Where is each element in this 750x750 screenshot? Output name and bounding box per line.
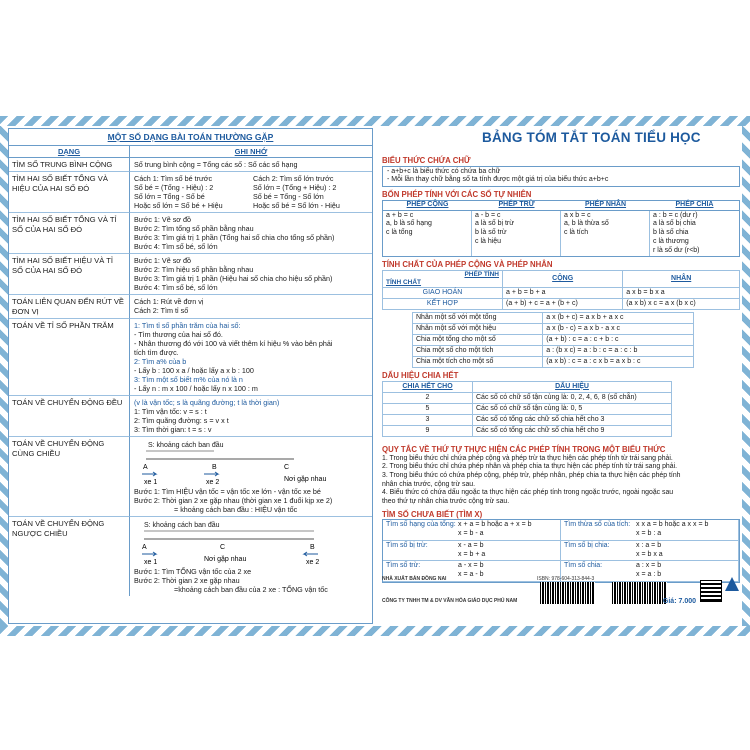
column-header-notes: GHI NHỚ [129, 145, 372, 158]
problem-notes [129, 295, 372, 319]
method-two [253, 174, 368, 210]
problem-type: TÌM SỐ TRUNG BÌNH CỘNG [9, 158, 129, 172]
note-line: a, b là thừa số [564, 220, 609, 228]
column-header: DẤU HIỆU [473, 382, 672, 393]
note-line: 2: Tìm a% của b [134, 357, 187, 367]
note-line: Cách 1: Tìm số bé trước [134, 174, 213, 184]
operation-multiplication [561, 211, 650, 257]
find-x-cell [383, 541, 561, 562]
section-title-find-x: TÌM SỐ CHƯA BIẾT (TÌM X) [382, 509, 483, 519]
formula-line: x = a - b [458, 571, 484, 579]
note-line: Hoặc số bé = Số lớn - Hiệu [253, 201, 340, 211]
point-label: B [310, 544, 315, 552]
note-line: Bước 2: Thời gian 2 xe gặp nhau [134, 576, 240, 586]
point-label: A [142, 544, 147, 552]
problem-type: TOÁN VỀ CHUYỂN ĐỘNG NGƯỢC CHIỀU [12, 519, 105, 538]
note-line: 1: Tìm tỉ số phần trăm của hai số: [134, 321, 241, 331]
table-row [383, 382, 672, 393]
table-cell: Các số có tổng các chữ số chia hết cho 9 [473, 426, 672, 437]
find-x-table [382, 519, 740, 583]
formula-line: x x a = b hoặc a x x = b [636, 521, 709, 529]
price-label: Giá: 7.000 [662, 598, 696, 605]
problem-notes [129, 172, 372, 213]
find-x-label: Tìm số chia: [564, 562, 603, 570]
note-line: - Lấy n : m x 100 / hoặc lấy n x 100 : m [134, 384, 258, 394]
find-x-label: Tìm số hạng của tổng: [386, 521, 456, 529]
note-line: Bước 1: Vẽ sơ đồ [134, 215, 191, 225]
distributive-table [412, 312, 694, 368]
problem-type: TÌM HAI SỐ BIẾT HIỆU VÀ TỈ SỐ CỦA HAI SỐ ĐÓ [9, 254, 129, 295]
note-line: b là số chia [653, 229, 689, 237]
table-row [383, 288, 740, 299]
note-line: 3: Tìm thời gian: t = s : v [134, 425, 212, 435]
operation-header: PHÉP CHIA [650, 201, 739, 211]
table-cell: a x b = b x a [623, 288, 740, 299]
summary-title: BẢNG TÓM TẮT TOÁN TIỂU HỌC [482, 130, 701, 145]
table-cell: 2 [383, 393, 473, 404]
publisher-company: CÔNG TY TNHH TM & DV VĂN HÓA GIÁO DỤC PHÚ NAM [382, 598, 518, 605]
column-header-type: DẠNG [9, 145, 129, 158]
table-row [383, 426, 672, 437]
note-line: a + b = c [386, 211, 414, 219]
find-x-label: Tìm số bị trừ: [386, 541, 428, 549]
note-line: tích tìm được. [134, 348, 179, 358]
note-line: Bước 3: Tìm giá trị 1 phần (Tổng hai số chia cho tổng số phần) [134, 233, 335, 243]
car-label: xe 2 [306, 559, 320, 567]
operations-table [382, 200, 740, 258]
note-line: Bước 2: Tìm hiệu số phần bằng nhau [134, 265, 254, 275]
note-line: Hoặc số lớn = Số bé + Hiệu [134, 201, 223, 211]
note-line: a là số bị chia [653, 220, 696, 228]
note-line: c là thương [653, 237, 689, 245]
note-line: Bước 3: Tìm giá trị 1 phần (Hiệu hai số chia cho hiệu số phần) [134, 274, 333, 284]
publisher-logo-icon [724, 576, 740, 592]
note-line: Số bé = (Tổng - Hiệu) : 2 [134, 183, 214, 193]
barcode-icon [612, 582, 667, 604]
note-line: - Mỗi lần thay chữ bằng số ta tính được một giá trị của biểu thức a+b+c [387, 176, 609, 184]
table-cell: Nhân một số với một hiệu [413, 324, 543, 335]
properties-table [382, 270, 740, 310]
note-line: a : b = c (dư r) [653, 211, 698, 219]
note-line: Bước 2: Thời gian 2 xe gặp nhau (thời gian xe 1 đuổi kịp xe 2) [134, 496, 333, 506]
formula-line: x = b x a [636, 550, 663, 558]
find-x-formula [636, 521, 735, 539]
poster [0, 116, 750, 636]
meet-label: Nơi gặp nhau [284, 476, 327, 484]
diagram-label: S: khoảng cách ban đầu [144, 522, 220, 530]
isbn-text: ISBN: 978-604-313-844-3 [537, 576, 595, 582]
table-cell: (a + b) : c = a : c + b : c [543, 335, 694, 346]
same-direction-diagram [134, 439, 368, 487]
note-line: Cách 2: Tìm số lớn trước [253, 174, 334, 184]
note-line: Bước 1: Vẽ sơ đồ [134, 256, 191, 266]
problem-notes [129, 517, 372, 596]
decorative-border-left [0, 126, 8, 626]
point-label: B [212, 464, 217, 472]
table-row [383, 404, 672, 415]
note-line: Bước 2: Tìm tổng số phần bằng nhau [134, 224, 254, 234]
problem-type: TÌM HAI SỐ BIẾT TỔNG VÀ HIỆU CỦA HAI SỐ ĐÓ [9, 172, 129, 213]
note-line: Cách 2: Tìm tỉ số [134, 306, 189, 316]
column-header: CỘNG [503, 271, 623, 288]
divisibility-table [382, 381, 672, 437]
table-cell: a x (b - c) = a x b - a x c [543, 324, 694, 335]
note-line: - Nhân thương đó với 100 và viết thêm kí hiệu % vào bên phải [134, 339, 333, 349]
table-cell: Nhân một số với một tổng [413, 313, 543, 324]
table-cell: Chia một tích cho một số [413, 357, 543, 368]
note-line: (v là vận tốc; s là quãng đường; t là thời gian) [134, 398, 280, 408]
formula-line: x - a = b [458, 541, 484, 549]
note-line: r là số dư (r<b) [653, 246, 700, 254]
row-label: KẾT HỢP [383, 299, 503, 310]
car-label: xe 2 [206, 479, 220, 487]
find-x-label: Tìm số trừ: [386, 562, 421, 570]
note-line: a, b là số hạng [386, 220, 432, 228]
operation-division [650, 211, 739, 257]
note-line: Số bé = Tổng - Số lớn [253, 192, 324, 202]
note-line: theo thứ tự nhân chia trước cộng trừ sau. [382, 497, 510, 505]
table-cell: Chia một số cho một tích [413, 346, 543, 357]
operation-header: PHÉP CỘNG [383, 201, 472, 211]
word-problems-table [9, 145, 372, 597]
note-line: Bước 4: Tìm số bé, số lớn [134, 283, 218, 293]
table-cell: a x (b + c) = a x b + a x c [543, 313, 694, 324]
problem-notes [129, 437, 372, 517]
note-line: nhân chia trước, cộng trừ sau. [382, 480, 476, 488]
operation-header: PHÉP NHÂN [561, 201, 650, 211]
formula-line: x : a = b [636, 541, 662, 549]
car-label: xe 1 [144, 559, 158, 567]
publisher-info [382, 576, 740, 618]
note-line: Bước 4: Tìm số bé, số lớn [134, 242, 218, 252]
formula-line: a : x = b [636, 562, 662, 570]
problem-notes [129, 158, 372, 172]
note-line: 2. Trong biểu thức chỉ chứa phép nhân và phép chia ta thực hiện các phép tính từ trái sang phải. [382, 463, 678, 471]
word-problems-panel [8, 128, 373, 624]
find-x-cell [561, 541, 739, 562]
barcode-icon [540, 582, 595, 604]
note-line: c là tổng [386, 229, 413, 237]
column-header: NHÂN [623, 271, 740, 288]
table-cell: Các số có chữ số tận cùng là: 0, 5 [473, 404, 672, 415]
note-line: c là hiệu [475, 237, 502, 245]
note-line: a x b = c [564, 211, 591, 219]
note-line: 4. Biểu thức có chứa dấu ngoặc ta thực hiện các phép tính trong ngoặc trước, ngoài ngoặc sau [382, 489, 674, 497]
diagram-label: S: khoảng cách ban đầu [148, 442, 224, 450]
section-title-properties: TÍNH CHẤT CỦA PHÉP CỘNG VÀ PHÉP NHÂN [382, 260, 553, 270]
note-line: c là tích [564, 229, 589, 237]
problem-type: TÌM HAI SỐ BIẾT TỔNG VÀ TỈ SỐ CỦA HAI SỐ ĐÓ [9, 213, 129, 254]
section-title-expressions: BIỂU THỨC CHỨA CHỮ [382, 155, 471, 165]
note-line: - Tìm thương của hai số đó. [134, 330, 223, 340]
expressions-box [382, 166, 740, 188]
note-line: a là số bị trừ [475, 220, 514, 228]
operation-subtraction [472, 211, 561, 257]
note-line: Bước 1: Tìm TỔNG vận tốc của 2 xe [134, 567, 252, 577]
table-row [383, 393, 672, 404]
table-row [413, 313, 694, 324]
column-header: CHIA HẾT CHO [383, 382, 473, 393]
meet-label: Nơi gặp nhau [204, 556, 247, 564]
table-cell: a + b = b + a [503, 288, 623, 299]
operation-header: PHÉP TRỪ [472, 201, 561, 211]
section-title-order: QUY TẮC VỀ THỨ TỰ THỰC HIỆN CÁC PHÉP TÍNH TRONG MỘT BIỂU THỨC [382, 445, 666, 455]
table-cell: 3 [383, 415, 473, 426]
publisher-block [382, 576, 532, 605]
note-line: 3: Tìm một số biết m% của nó là n [134, 375, 243, 385]
table-row [413, 324, 694, 335]
summary-panel [382, 128, 740, 624]
table-row [383, 415, 672, 426]
point-label: C [284, 464, 290, 472]
publisher-name: NHÀ XUẤT BẢN ĐỒNG NAI [382, 576, 447, 582]
table-row [413, 346, 694, 357]
note-line: Số lớn = Tổng - Số bé [134, 192, 205, 202]
table-cell: 9 [383, 426, 473, 437]
formula-line: x = b - a [458, 530, 484, 538]
problem-type: TOÁN LIÊN QUAN ĐẾN RÚT VỀ ĐƠN VỊ [9, 295, 129, 319]
car-label: xe 1 [144, 479, 158, 487]
decorative-border-bottom [0, 626, 750, 636]
corner-header-top: PHÉP TÍNH [464, 271, 499, 279]
section-title-operations: BỐN PHÉP TÍNH VỚI CÁC SỐ TỰ NHIÊN [382, 190, 532, 200]
problem-notes [129, 319, 372, 396]
note-line: Số trung bình cộng = Tổng các số : Số các số hạng [134, 160, 298, 169]
section-title-divisibility: DẤU HIỆU CHIA HẾT [382, 371, 459, 381]
formula-line: a - x = b [458, 562, 484, 570]
note-line: Bước 1: Tìm HIỆU vận tốc = vận tốc xe lớn - vận tốc xe bé [134, 487, 321, 497]
find-x-formula [636, 542, 735, 560]
formula-line: x = a : b [636, 571, 662, 579]
order-rules [382, 455, 740, 507]
table-cell: 5 [383, 404, 473, 415]
note-line: 2: Tìm quãng đường: s = v x t [134, 416, 229, 426]
note-line: = khoảng cách ban đầu : HIỆU vận tốc [174, 505, 298, 515]
note-line: - Lấy b : 100 x a / hoặc lấy a x b : 100 [134, 366, 254, 376]
method-one [134, 174, 249, 210]
problem-notes [129, 213, 372, 254]
decorative-border-top [0, 116, 750, 126]
corner-header [383, 271, 503, 288]
note-line: 1. Trong biểu thức chỉ chứa phép cộng và phép trừ ta thực hiện các phép tính từ trái sang phải. [382, 454, 673, 462]
panel-title: MỘT SỐ DẠNG BÀI TOÁN THƯỜNG GẶP [107, 132, 274, 142]
find-x-label: Tìm số bị chia: [564, 541, 610, 549]
table-row [383, 299, 740, 310]
formula-line: x = b + a [458, 550, 486, 558]
problem-notes [129, 254, 372, 295]
note-line: Số lớn = (Tổng + Hiệu) : 2 [253, 183, 337, 193]
table-cell: Các số có chữ số tận cùng là: 0, 2, 4, 6, 8 (số chẵn) [473, 393, 672, 404]
problem-type: TOÁN VỀ CHUYỂN ĐỘNG ĐỀU [9, 396, 129, 437]
table-cell: (a x b) : c = a : c x b = a x b : c [543, 357, 694, 368]
table-cell: Chia một tổng cho một số [413, 335, 543, 346]
find-x-label: Tìm thừa số của tích: [564, 521, 631, 529]
find-x-cell [561, 520, 739, 541]
note-line: 3. Trong biểu thức có chứa phép cộng, phép trừ, phép nhân, phép chia ta thực hiện các phép tính [382, 472, 681, 480]
formula-line: x + a = b hoặc a + x = b [458, 521, 532, 529]
row-label: GIAO HOÁN [383, 288, 503, 299]
point-label: A [143, 464, 148, 472]
problem-notes [129, 396, 372, 437]
find-x-cell [383, 520, 561, 541]
table-cell: (a + b) + c = a + (b + c) [503, 299, 623, 310]
note-line: =khoảng cách ban đầu của 2 xe : TỔNG vận tốc [174, 585, 328, 595]
table-cell: Các số có tổng các chữ số chia hết cho 3 [473, 415, 672, 426]
table-cell: (a x b) x c = a x (b x c) [623, 299, 740, 310]
point-label: C [220, 544, 226, 552]
problem-type: TOÁN VỀ TỈ SỐ PHẦN TRĂM [9, 319, 129, 396]
corner-header-bottom: TÍNH CHẤT [386, 279, 422, 287]
table-cell: a : (b x c) = a : b : c = a : c : b [543, 346, 694, 357]
table-row [413, 357, 694, 368]
note-line: a - b = c [475, 211, 501, 219]
formula-line: x = b : a [636, 530, 662, 538]
note-line: - a+b+c là biểu thức có chứa ba chữ [387, 167, 501, 175]
operation-addition [383, 211, 472, 257]
problem-type: TOÁN VỀ CHUYỂN ĐỘNG CÙNG CHIỀU [9, 437, 129, 517]
note-line: b là số trừ [475, 229, 507, 237]
table-row [413, 335, 694, 346]
decorative-border-right [742, 126, 750, 626]
qr-code-icon [700, 580, 722, 602]
find-x-formula [458, 521, 557, 539]
note-line: Cách 1: Rút về đơn vị [134, 297, 204, 307]
note-line: 1: Tìm vận tốc: v = s : t [134, 407, 207, 417]
opposite-direction-diagram [134, 519, 368, 567]
find-x-formula [458, 542, 557, 560]
